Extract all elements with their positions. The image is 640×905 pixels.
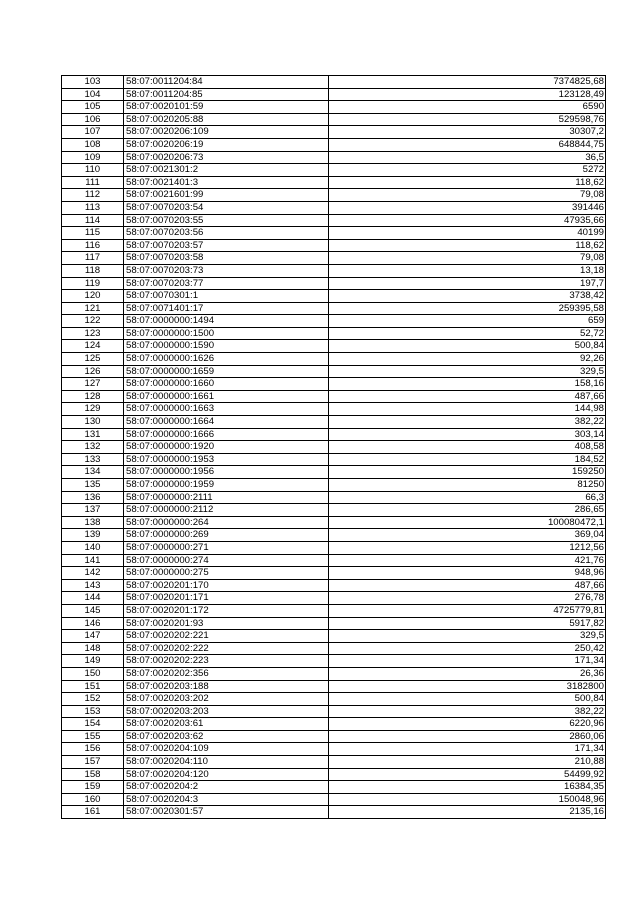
table-row	[62, 315, 606, 328]
value-cell: 303,14	[329, 428, 606, 441]
table-row	[62, 718, 606, 731]
row-number-cell: 149	[62, 655, 124, 668]
value-cell: 6590	[329, 101, 606, 114]
row-number-cell: 138	[62, 516, 124, 529]
cadastral-number-cell: 58:07:0000000:1500	[124, 327, 329, 340]
table-row	[62, 126, 606, 139]
row-number-cell: 158	[62, 768, 124, 781]
row-number-cell: 119	[62, 277, 124, 290]
table-row	[62, 541, 606, 554]
value-cell: 286,65	[329, 504, 606, 517]
cadastral-number-cell: 58:07:0000000:271	[124, 541, 329, 554]
table-row	[62, 340, 606, 353]
row-number-cell: 109	[62, 151, 124, 164]
table-row	[62, 441, 606, 454]
row-number-cell: 129	[62, 403, 124, 416]
value-cell: 159250	[329, 466, 606, 479]
value-cell: 150048,96	[329, 793, 606, 806]
row-number-cell: 122	[62, 315, 124, 328]
table-row	[62, 630, 606, 643]
table-row	[62, 504, 606, 517]
value-cell: 3182800	[329, 680, 606, 693]
row-number-cell: 143	[62, 579, 124, 592]
value-cell: 118,62	[329, 239, 606, 252]
row-number-cell: 157	[62, 756, 124, 769]
cadastral-number-cell: 58:07:0020301:57	[124, 806, 329, 819]
table-row	[62, 327, 606, 340]
table-row	[62, 239, 606, 252]
value-cell: 210,88	[329, 756, 606, 769]
value-cell: 3738,42	[329, 290, 606, 303]
table-row	[62, 617, 606, 630]
table-row	[62, 353, 606, 366]
cadastral-number-cell: 58:07:0020204:110	[124, 756, 329, 769]
cadastral-number-cell: 58:07:0020204:120	[124, 768, 329, 781]
row-number-cell: 146	[62, 617, 124, 630]
value-cell: 329,5	[329, 365, 606, 378]
cadastral-number-cell: 58:07:0070203:56	[124, 227, 329, 240]
row-number-cell: 144	[62, 592, 124, 605]
table-row	[62, 655, 606, 668]
value-cell: 184,52	[329, 453, 606, 466]
row-number-cell: 160	[62, 793, 124, 806]
value-cell: 382,22	[329, 705, 606, 718]
row-number-cell: 127	[62, 378, 124, 391]
value-cell: 250,42	[329, 642, 606, 655]
value-cell: 92,26	[329, 353, 606, 366]
table-row	[62, 693, 606, 706]
value-cell: 47935,66	[329, 214, 606, 227]
table-row	[62, 88, 606, 101]
table-row	[62, 390, 606, 403]
value-cell: 421,76	[329, 554, 606, 567]
value-cell: 66,3	[329, 491, 606, 504]
value-cell: 487,66	[329, 579, 606, 592]
cadastral-number-cell: 58:07:0070203:55	[124, 214, 329, 227]
value-cell: 79,08	[329, 252, 606, 265]
value-cell: 197,7	[329, 277, 606, 290]
value-cell: 13,18	[329, 264, 606, 277]
cadastral-number-cell: 58:07:0070203:54	[124, 201, 329, 214]
row-number-cell: 148	[62, 642, 124, 655]
value-cell: 81250	[329, 479, 606, 492]
cadastral-number-cell: 58:07:0000000:1494	[124, 315, 329, 328]
row-number-cell: 125	[62, 353, 124, 366]
table-row	[62, 529, 606, 542]
table-row	[62, 164, 606, 177]
cadastral-number-cell: 58:07:0020202:223	[124, 655, 329, 668]
row-number-cell: 126	[62, 365, 124, 378]
table-row	[62, 252, 606, 265]
row-number-cell: 134	[62, 466, 124, 479]
value-cell: 487,66	[329, 390, 606, 403]
row-number-cell: 115	[62, 227, 124, 240]
cadastral-number-cell: 58:07:0000000:269	[124, 529, 329, 542]
value-cell: 276,78	[329, 592, 606, 605]
table-row	[62, 592, 606, 605]
value-cell: 5917,82	[329, 617, 606, 630]
cadastral-number-cell: 58:07:0020203:203	[124, 705, 329, 718]
cadastral-number-cell: 58:07:0020201:172	[124, 604, 329, 617]
cadastral-table	[61, 75, 606, 819]
row-number-cell: 154	[62, 718, 124, 731]
table-row	[62, 302, 606, 315]
value-cell: 382,22	[329, 416, 606, 429]
table-row	[62, 793, 606, 806]
cadastral-number-cell: 58:07:0020101:59	[124, 101, 329, 114]
value-cell: 391446	[329, 201, 606, 214]
cadastral-number-cell: 58:07:0020203:202	[124, 693, 329, 706]
value-cell: 329,5	[329, 630, 606, 643]
row-number-cell: 103	[62, 76, 124, 89]
cadastral-number-cell: 58:07:0020206:73	[124, 151, 329, 164]
table-row	[62, 604, 606, 617]
table-row	[62, 730, 606, 743]
table-row	[62, 491, 606, 504]
row-number-cell: 136	[62, 491, 124, 504]
value-cell: 6220,96	[329, 718, 606, 731]
value-cell: 54499,92	[329, 768, 606, 781]
table-row	[62, 214, 606, 227]
value-cell: 408,58	[329, 441, 606, 454]
table-row	[62, 290, 606, 303]
table-row	[62, 756, 606, 769]
cadastral-number-cell: 58:07:0020204:3	[124, 793, 329, 806]
value-cell: 369,04	[329, 529, 606, 542]
table-body	[62, 76, 606, 819]
table-row	[62, 227, 606, 240]
row-number-cell: 151	[62, 680, 124, 693]
cadastral-number-cell: 58:07:0021401:3	[124, 176, 329, 189]
cadastral-number-cell: 58:07:0020203:188	[124, 680, 329, 693]
cadastral-number-cell: 58:07:0011204:85	[124, 88, 329, 101]
cadastral-number-cell: 58:07:0020202:356	[124, 667, 329, 680]
cadastral-number-cell: 58:07:0020204:2	[124, 781, 329, 794]
row-number-cell: 135	[62, 479, 124, 492]
table-row	[62, 264, 606, 277]
table-row	[62, 579, 606, 592]
cadastral-number-cell: 58:07:0000000:1661	[124, 390, 329, 403]
cadastral-number-cell: 58:07:0020205:88	[124, 113, 329, 126]
table-row	[62, 667, 606, 680]
cadastral-number-cell: 58:07:0020206:109	[124, 126, 329, 139]
cadastral-number-cell: 58:07:0000000:1664	[124, 416, 329, 429]
cadastral-number-cell: 58:07:0070203:73	[124, 264, 329, 277]
cadastral-number-cell: 58:07:0070301:1	[124, 290, 329, 303]
cadastral-number-cell: 58:07:0020203:62	[124, 730, 329, 743]
cadastral-number-cell: 58:07:0011204:84	[124, 76, 329, 89]
row-number-cell: 161	[62, 806, 124, 819]
cadastral-number-cell: 58:07:0020201:171	[124, 592, 329, 605]
row-number-cell: 106	[62, 113, 124, 126]
cadastral-number-cell: 58:07:0000000:1959	[124, 479, 329, 492]
row-number-cell: 123	[62, 327, 124, 340]
row-number-cell: 111	[62, 176, 124, 189]
cadastral-number-cell: 58:07:0070203:57	[124, 239, 329, 252]
cadastral-number-cell: 58:07:0070203:58	[124, 252, 329, 265]
cadastral-number-cell: 58:07:0000000:1666	[124, 428, 329, 441]
row-number-cell: 139	[62, 529, 124, 542]
cadastral-number-cell: 58:07:0021301:2	[124, 164, 329, 177]
row-number-cell: 105	[62, 101, 124, 114]
cadastral-number-cell: 58:07:0000000:264	[124, 516, 329, 529]
cadastral-number-cell: 58:07:0020204:109	[124, 743, 329, 756]
row-number-cell: 104	[62, 88, 124, 101]
table-row	[62, 416, 606, 429]
table-row	[62, 189, 606, 202]
row-number-cell: 113	[62, 201, 124, 214]
row-number-cell: 152	[62, 693, 124, 706]
value-cell: 2135,16	[329, 806, 606, 819]
value-cell: 52,72	[329, 327, 606, 340]
cadastral-number-cell: 58:07:0021601:99	[124, 189, 329, 202]
value-cell: 123128,49	[329, 88, 606, 101]
table-row	[62, 138, 606, 151]
table-row	[62, 705, 606, 718]
value-cell: 500,84	[329, 693, 606, 706]
row-number-cell: 133	[62, 453, 124, 466]
row-number-cell: 128	[62, 390, 124, 403]
value-cell: 500,84	[329, 340, 606, 353]
cadastral-number-cell: 58:07:0020201:170	[124, 579, 329, 592]
table-row	[62, 201, 606, 214]
table-row	[62, 378, 606, 391]
row-number-cell: 150	[62, 667, 124, 680]
cadastral-number-cell: 58:07:0000000:275	[124, 567, 329, 580]
cadastral-number-cell: 58:07:0000000:1663	[124, 403, 329, 416]
table-row	[62, 403, 606, 416]
row-number-cell: 147	[62, 630, 124, 643]
cadastral-number-cell: 58:07:0000000:274	[124, 554, 329, 567]
cadastral-number-cell: 58:07:0000000:1626	[124, 353, 329, 366]
row-number-cell: 116	[62, 239, 124, 252]
row-number-cell: 142	[62, 567, 124, 580]
value-cell: 2860,06	[329, 730, 606, 743]
row-number-cell: 137	[62, 504, 124, 517]
value-cell: 79,08	[329, 189, 606, 202]
row-number-cell: 159	[62, 781, 124, 794]
value-cell: 7374825,68	[329, 76, 606, 89]
value-cell: 158,16	[329, 378, 606, 391]
value-cell: 144,98	[329, 403, 606, 416]
value-cell: 4725779,81	[329, 604, 606, 617]
cadastral-number-cell: 58:07:0000000:1920	[124, 441, 329, 454]
row-number-cell: 118	[62, 264, 124, 277]
table-row	[62, 176, 606, 189]
cadastral-number-cell: 58:07:0000000:1956	[124, 466, 329, 479]
value-cell: 948,96	[329, 567, 606, 580]
value-cell: 659	[329, 315, 606, 328]
row-number-cell: 153	[62, 705, 124, 718]
row-number-cell: 131	[62, 428, 124, 441]
table-row	[62, 516, 606, 529]
cadastral-number-cell: 58:07:0020202:222	[124, 642, 329, 655]
value-cell: 36,5	[329, 151, 606, 164]
table-row	[62, 101, 606, 114]
table-row	[62, 365, 606, 378]
table-row	[62, 768, 606, 781]
row-number-cell: 108	[62, 138, 124, 151]
cadastral-number-cell: 58:07:0000000:1659	[124, 365, 329, 378]
row-number-cell: 121	[62, 302, 124, 315]
table-row	[62, 453, 606, 466]
value-cell: 171,34	[329, 743, 606, 756]
cadastral-number-cell: 58:07:0071401:17	[124, 302, 329, 315]
row-number-cell: 124	[62, 340, 124, 353]
value-cell: 1212,56	[329, 541, 606, 554]
cadastral-number-cell: 58:07:0020203:61	[124, 718, 329, 731]
table-row	[62, 113, 606, 126]
table-row	[62, 554, 606, 567]
row-number-cell: 112	[62, 189, 124, 202]
cadastral-number-cell: 58:07:0000000:1590	[124, 340, 329, 353]
table-row	[62, 781, 606, 794]
cadastral-number-cell: 58:07:0020206:19	[124, 138, 329, 151]
row-number-cell: 107	[62, 126, 124, 139]
cadastral-number-cell: 58:07:0070203:77	[124, 277, 329, 290]
value-cell: 26,36	[329, 667, 606, 680]
table-row	[62, 466, 606, 479]
row-number-cell: 120	[62, 290, 124, 303]
row-number-cell: 140	[62, 541, 124, 554]
cadastral-number-cell: 58:07:0020201:93	[124, 617, 329, 630]
value-cell: 171,34	[329, 655, 606, 668]
table-row	[62, 743, 606, 756]
table-row	[62, 479, 606, 492]
cadastral-number-cell: 58:07:0000000:2111	[124, 491, 329, 504]
row-number-cell: 130	[62, 416, 124, 429]
row-number-cell: 114	[62, 214, 124, 227]
table-row	[62, 151, 606, 164]
cadastral-number-cell: 58:07:0000000:1953	[124, 453, 329, 466]
row-number-cell: 132	[62, 441, 124, 454]
value-cell: 118,62	[329, 176, 606, 189]
value-cell: 648844,75	[329, 138, 606, 151]
cadastral-number-cell: 58:07:0020202:221	[124, 630, 329, 643]
table-row	[62, 428, 606, 441]
row-number-cell: 117	[62, 252, 124, 265]
table-row	[62, 680, 606, 693]
table-row	[62, 567, 606, 580]
value-cell: 529598,76	[329, 113, 606, 126]
value-cell: 100080472,1	[329, 516, 606, 529]
row-number-cell: 141	[62, 554, 124, 567]
cadastral-number-cell: 58:07:0000000:2112	[124, 504, 329, 517]
cadastral-number-cell: 58:07:0000000:1660	[124, 378, 329, 391]
value-cell: 5272	[329, 164, 606, 177]
value-cell: 16384,35	[329, 781, 606, 794]
table-row	[62, 277, 606, 290]
table-row	[62, 642, 606, 655]
row-number-cell: 156	[62, 743, 124, 756]
value-cell: 259395,58	[329, 302, 606, 315]
table-row	[62, 76, 606, 89]
row-number-cell: 155	[62, 730, 124, 743]
table-row	[62, 806, 606, 819]
row-number-cell: 110	[62, 164, 124, 177]
row-number-cell: 145	[62, 604, 124, 617]
value-cell: 30307,2	[329, 126, 606, 139]
value-cell: 40199	[329, 227, 606, 240]
